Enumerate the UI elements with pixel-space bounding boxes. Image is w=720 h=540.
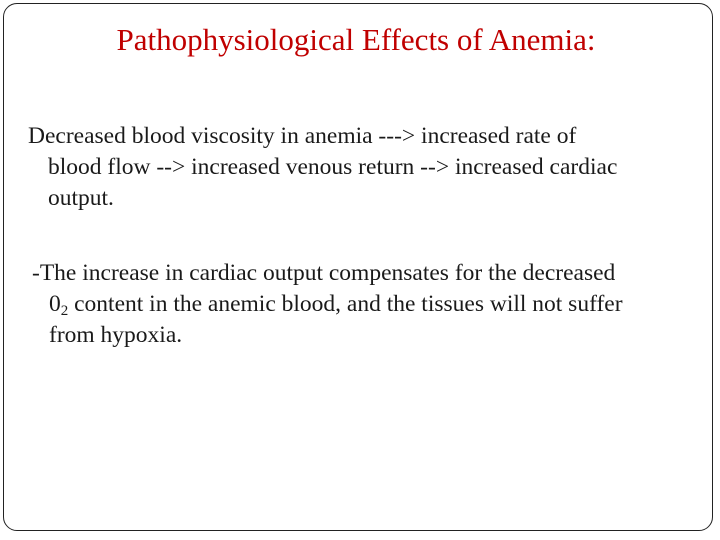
paragraph-compensation xyxy=(32,258,623,351)
paragraph-line: from hypoxia. xyxy=(49,322,183,348)
paragraph-line-rest: content in the anemic blood, and the tissues will not suffer xyxy=(68,291,623,317)
slide-title: Pathophysiological Effects of Anemia: xyxy=(116,22,596,57)
paragraph-viscosity xyxy=(28,121,617,214)
paragraph-line: -The increase in cardiac output compensates for the decreased xyxy=(32,260,616,286)
paragraph-line: blood flow --> increased venous return --> increased cardiac xyxy=(48,154,618,180)
paragraph-line: output. xyxy=(48,185,114,211)
paragraph-line: Decreased blood viscosity in anemia ---> increased rate of xyxy=(28,123,577,149)
oxygen-subscript: 2 xyxy=(60,303,69,319)
paragraph-line-oxygen xyxy=(32,289,623,320)
oxygen-symbol: 0 xyxy=(49,291,61,317)
